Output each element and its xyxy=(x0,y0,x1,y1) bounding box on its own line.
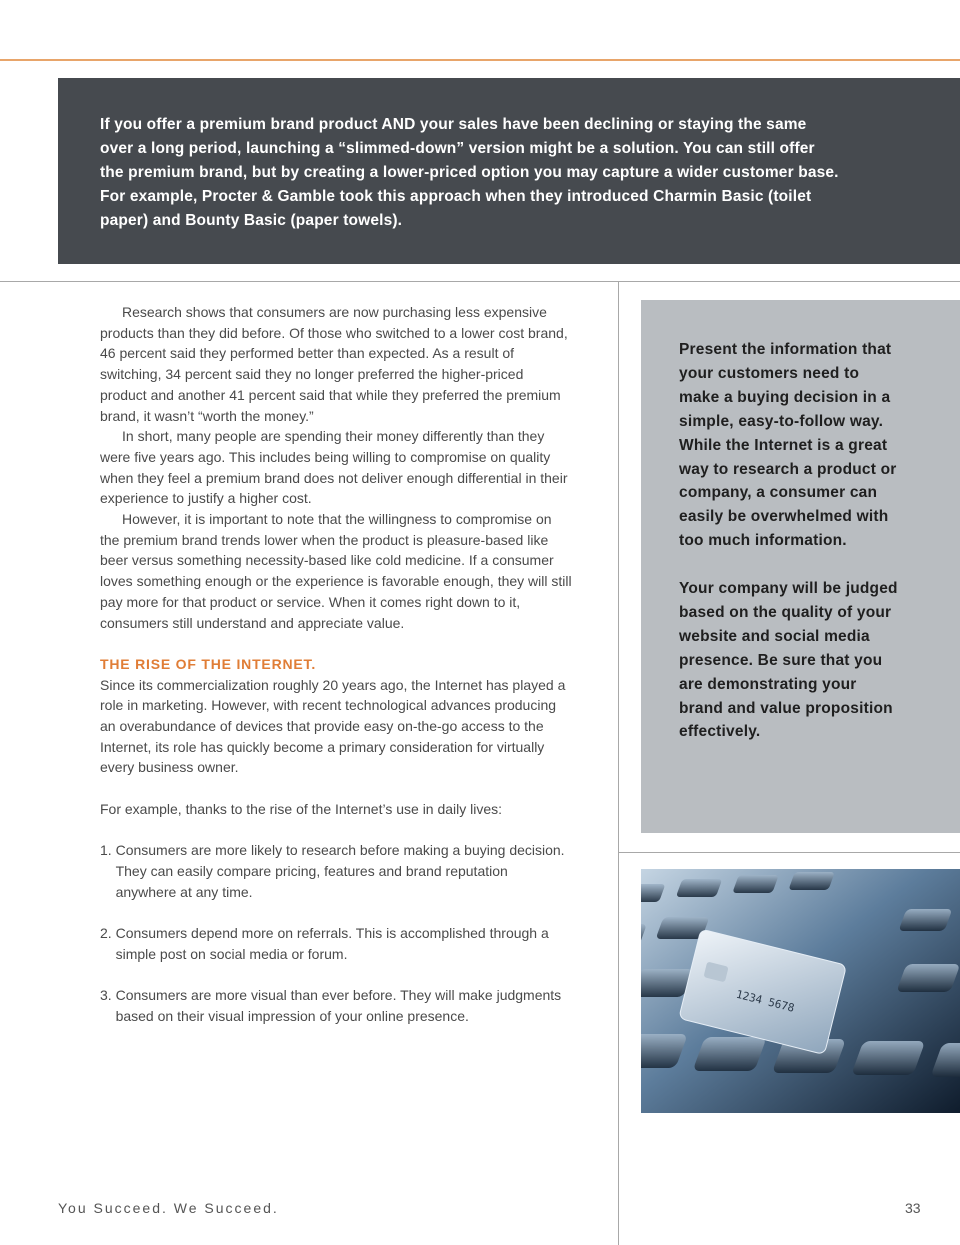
column-divider xyxy=(618,282,619,1245)
section-divider xyxy=(0,281,960,282)
body-paragraph-internet: Since its commercialization roughly 20 years ago, the Internet has played a role in marketing. However, with recent technological advances producing an overabundance of devices that provide easy on-the-go access to the Internet, its role has quickly become a primary consideration for virtually every business owner. xyxy=(100,676,566,776)
credit-card-keyboard-photo xyxy=(641,869,960,1113)
callout-text: If you offer a premium brand product AND your sales have been declining or staying the same over a long period, launching a “slimmed-down” version might be a solution. You can still offer the premium brand, but by creating a lower-priced option you may capture a wider customer base. For example, Procter & Gamble took this approach when they introduced Charmin Basic (toilet paper) and Bounty Basic (paper towels). xyxy=(100,116,839,229)
list-item xyxy=(100,840,572,902)
main-article xyxy=(100,302,572,1027)
body-paragraph-willingness: However, it is important to note that the willingness to compromise on the premium brand trends lower when the product is pleasure-based like beer versus something necessity-based like cold medicine. If a consumer loves something enough or the experience is favorable enough, they will still pay more for that product or service. When it comes right down to it, consumers still understand and appreciate value. xyxy=(100,511,572,631)
list-item xyxy=(100,985,572,1026)
list-item-text: Consumers depend more on referrals. This is accomplished through a simple post on social media or forum. xyxy=(115,925,549,962)
list-item-text: Consumers are more visual than ever before. They will make judgments based on their visual impression of your online presence. xyxy=(115,987,562,1024)
list-item-number: 2. xyxy=(100,925,116,942)
list-item-number: 3. xyxy=(100,987,116,1004)
intro-callout xyxy=(58,78,960,264)
list-item-text: Consumers are more likely to research before making a buying decision. They can easily compare pricing, features and brand reputation anywhere at any time. xyxy=(115,842,565,900)
sidebar-paragraph-information: Present the information that your customers need to make a buying decision in a simple, easy-to-follow way. While the Internet is a great way to research a product or company, a consumer can easily be overwhelmed with too much information. xyxy=(679,341,897,550)
footer-tagline: You Succeed. We Succeed. xyxy=(58,1200,279,1216)
page-number: 33 xyxy=(905,1200,921,1216)
card-number-text: 1234 5678 xyxy=(734,987,796,1015)
sidebar-paragraph-website: Your company will be judged based on the quality of your website and social media presence. Be sure that you are demonstrating your brand and value proposition effectively. xyxy=(679,580,898,741)
sidebar-divider xyxy=(619,852,960,853)
body-paragraph-spending: In short, many people are spending their money differently than they were five years ago. This includes being willing to compromise on quality when they feel a premium brand does not deliver enough differential in their experience to justify a higher cost. xyxy=(100,428,568,507)
sidebar-callout xyxy=(641,300,960,833)
photo-illustration xyxy=(641,869,960,1113)
list-item-number: 1. xyxy=(100,842,116,859)
example-intro: For example, thanks to the rise of the Internet’s use in daily lives: xyxy=(100,800,503,817)
top-accent-rule xyxy=(0,59,960,61)
section-heading-internet: THE RISE OF THE INTERNET. xyxy=(100,655,317,672)
body-paragraph-research: Research shows that consumers are now purchasing less expensive products than they did before. Of those who switched to a lower cost brand, 46 percent said they performed better than expected. As a result of switching, 34 percent said they no longer preferred the higher-priced product and another 41 percent said that while they preferred the premium brand, it wasn’t “worth the money.” xyxy=(100,304,568,424)
list-item xyxy=(100,923,572,964)
